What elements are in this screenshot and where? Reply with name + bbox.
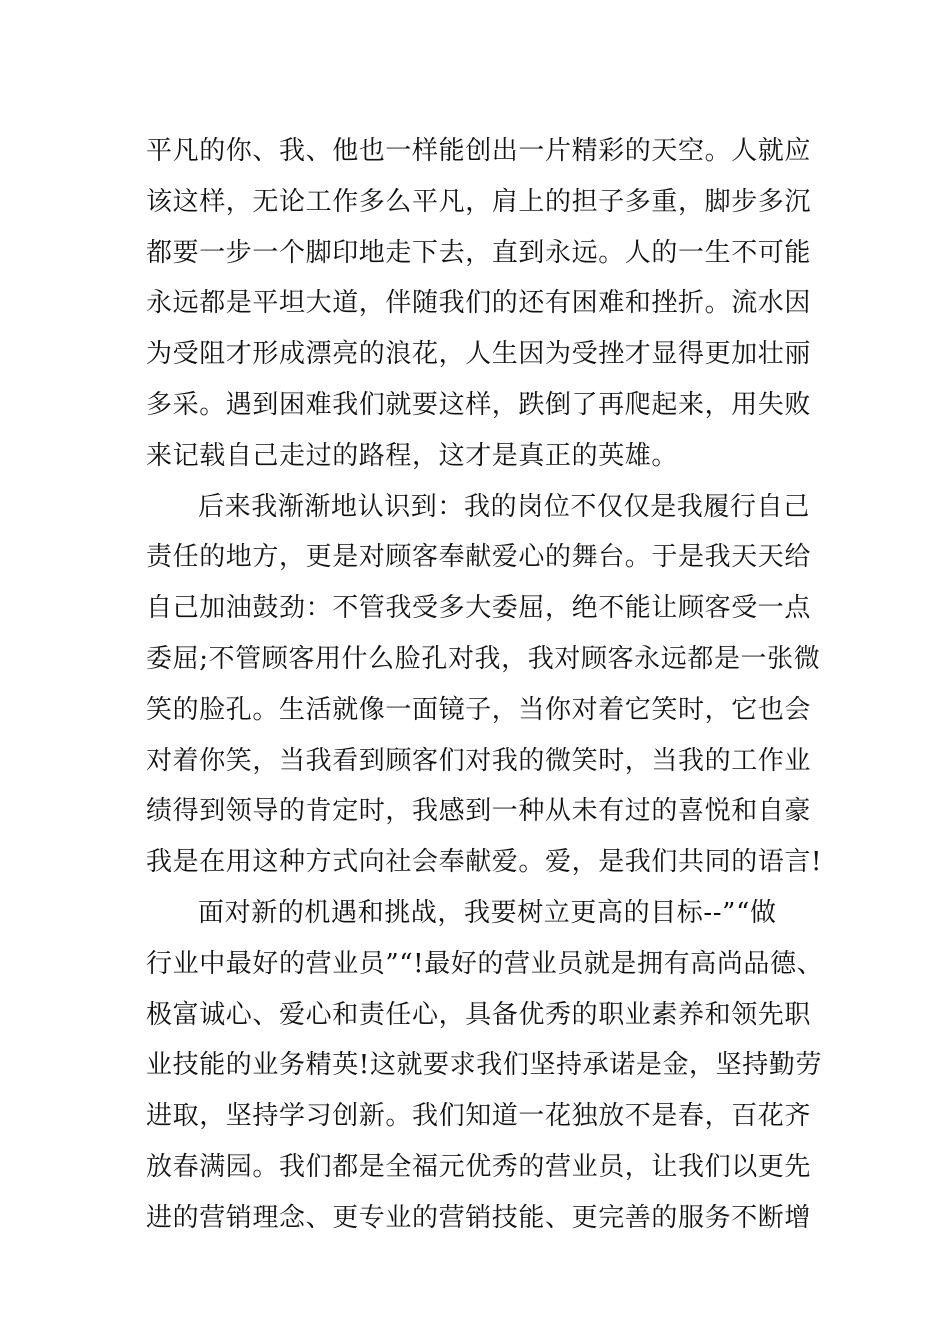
text-line: 该这样，无论工作多么平凡，肩上的担子多重，脚步多沉: [146, 186, 812, 217]
text-line: 永远都是平坦大道，伴随我们的还有困难和挫折。流水因: [146, 288, 812, 319]
text-line: 对着你笑，当我看到顾客们对我的微笑时，当我的工作业: [146, 745, 812, 776]
body-text: [146, 126, 826, 1244]
text-line: 绩得到领导的肯定时，我感到一种从未有过的喜悦和自豪: [146, 796, 812, 827]
text-line: 自己加油鼓劲：不管我受多大委屈，绝不能让顾客受一点: [146, 593, 812, 624]
text-line: 我是在用这种方式向社会奉献爱。爱，是我们共同的语言!: [146, 847, 823, 878]
text-line: 委屈;不管顾客用什么脸孔对我，我对顾客永远都是一张微: [146, 643, 821, 674]
text-line: 为受阻才形成漂亮的浪花，人生因为受挫才显得更加壮丽: [146, 339, 812, 370]
text-line: 来记载自己走过的路程，这才是真正的英雄。: [146, 440, 679, 471]
text-line: 责任的地方，更是对顾客奉献爱心的舞台。于是我天天给: [146, 542, 812, 573]
text-line: 进取，坚持学习创新。我们知道一花独放不是春，百花齐: [146, 1101, 812, 1132]
text-line: 极富诚心、爱心和责任心，具备优秀的职业素养和领先职: [146, 999, 812, 1030]
text-line: 业技能的业务精英!这就要求我们坚持承诺是金，坚持勤劳: [146, 1050, 823, 1081]
text-line: 进的营销理念、更专业的营销技能、更完善的服务不断增: [146, 1202, 812, 1233]
text-line: 都要一步一个脚印地走下去，直到永远。人的一生不可能: [146, 237, 812, 268]
text-line: 放春满园。我们都是全福元优秀的营业员，让我们以更先: [146, 1151, 812, 1182]
text-line: 笑的脸孔。生活就像一面镜子，当你对着它笑时，它也会: [146, 694, 812, 725]
text-line: 行业中最好的营业员”“!最好的营业员就是拥有高尚品德、: [146, 948, 824, 979]
text-line: 平凡的你、我、他也一样能创出一片精彩的天空。人就应: [146, 136, 812, 166]
paragraph-start-line: 后来我渐渐地认识到：我的岗位不仅仅是我履行自己: [198, 491, 810, 522]
paragraph-start-line: 面对新的机遇和挑战，我要树立更高的目标--”“做: [198, 897, 777, 928]
text-line: 多采。遇到困难我们就要这样，跌倒了再爬起来，用失败: [146, 389, 812, 420]
